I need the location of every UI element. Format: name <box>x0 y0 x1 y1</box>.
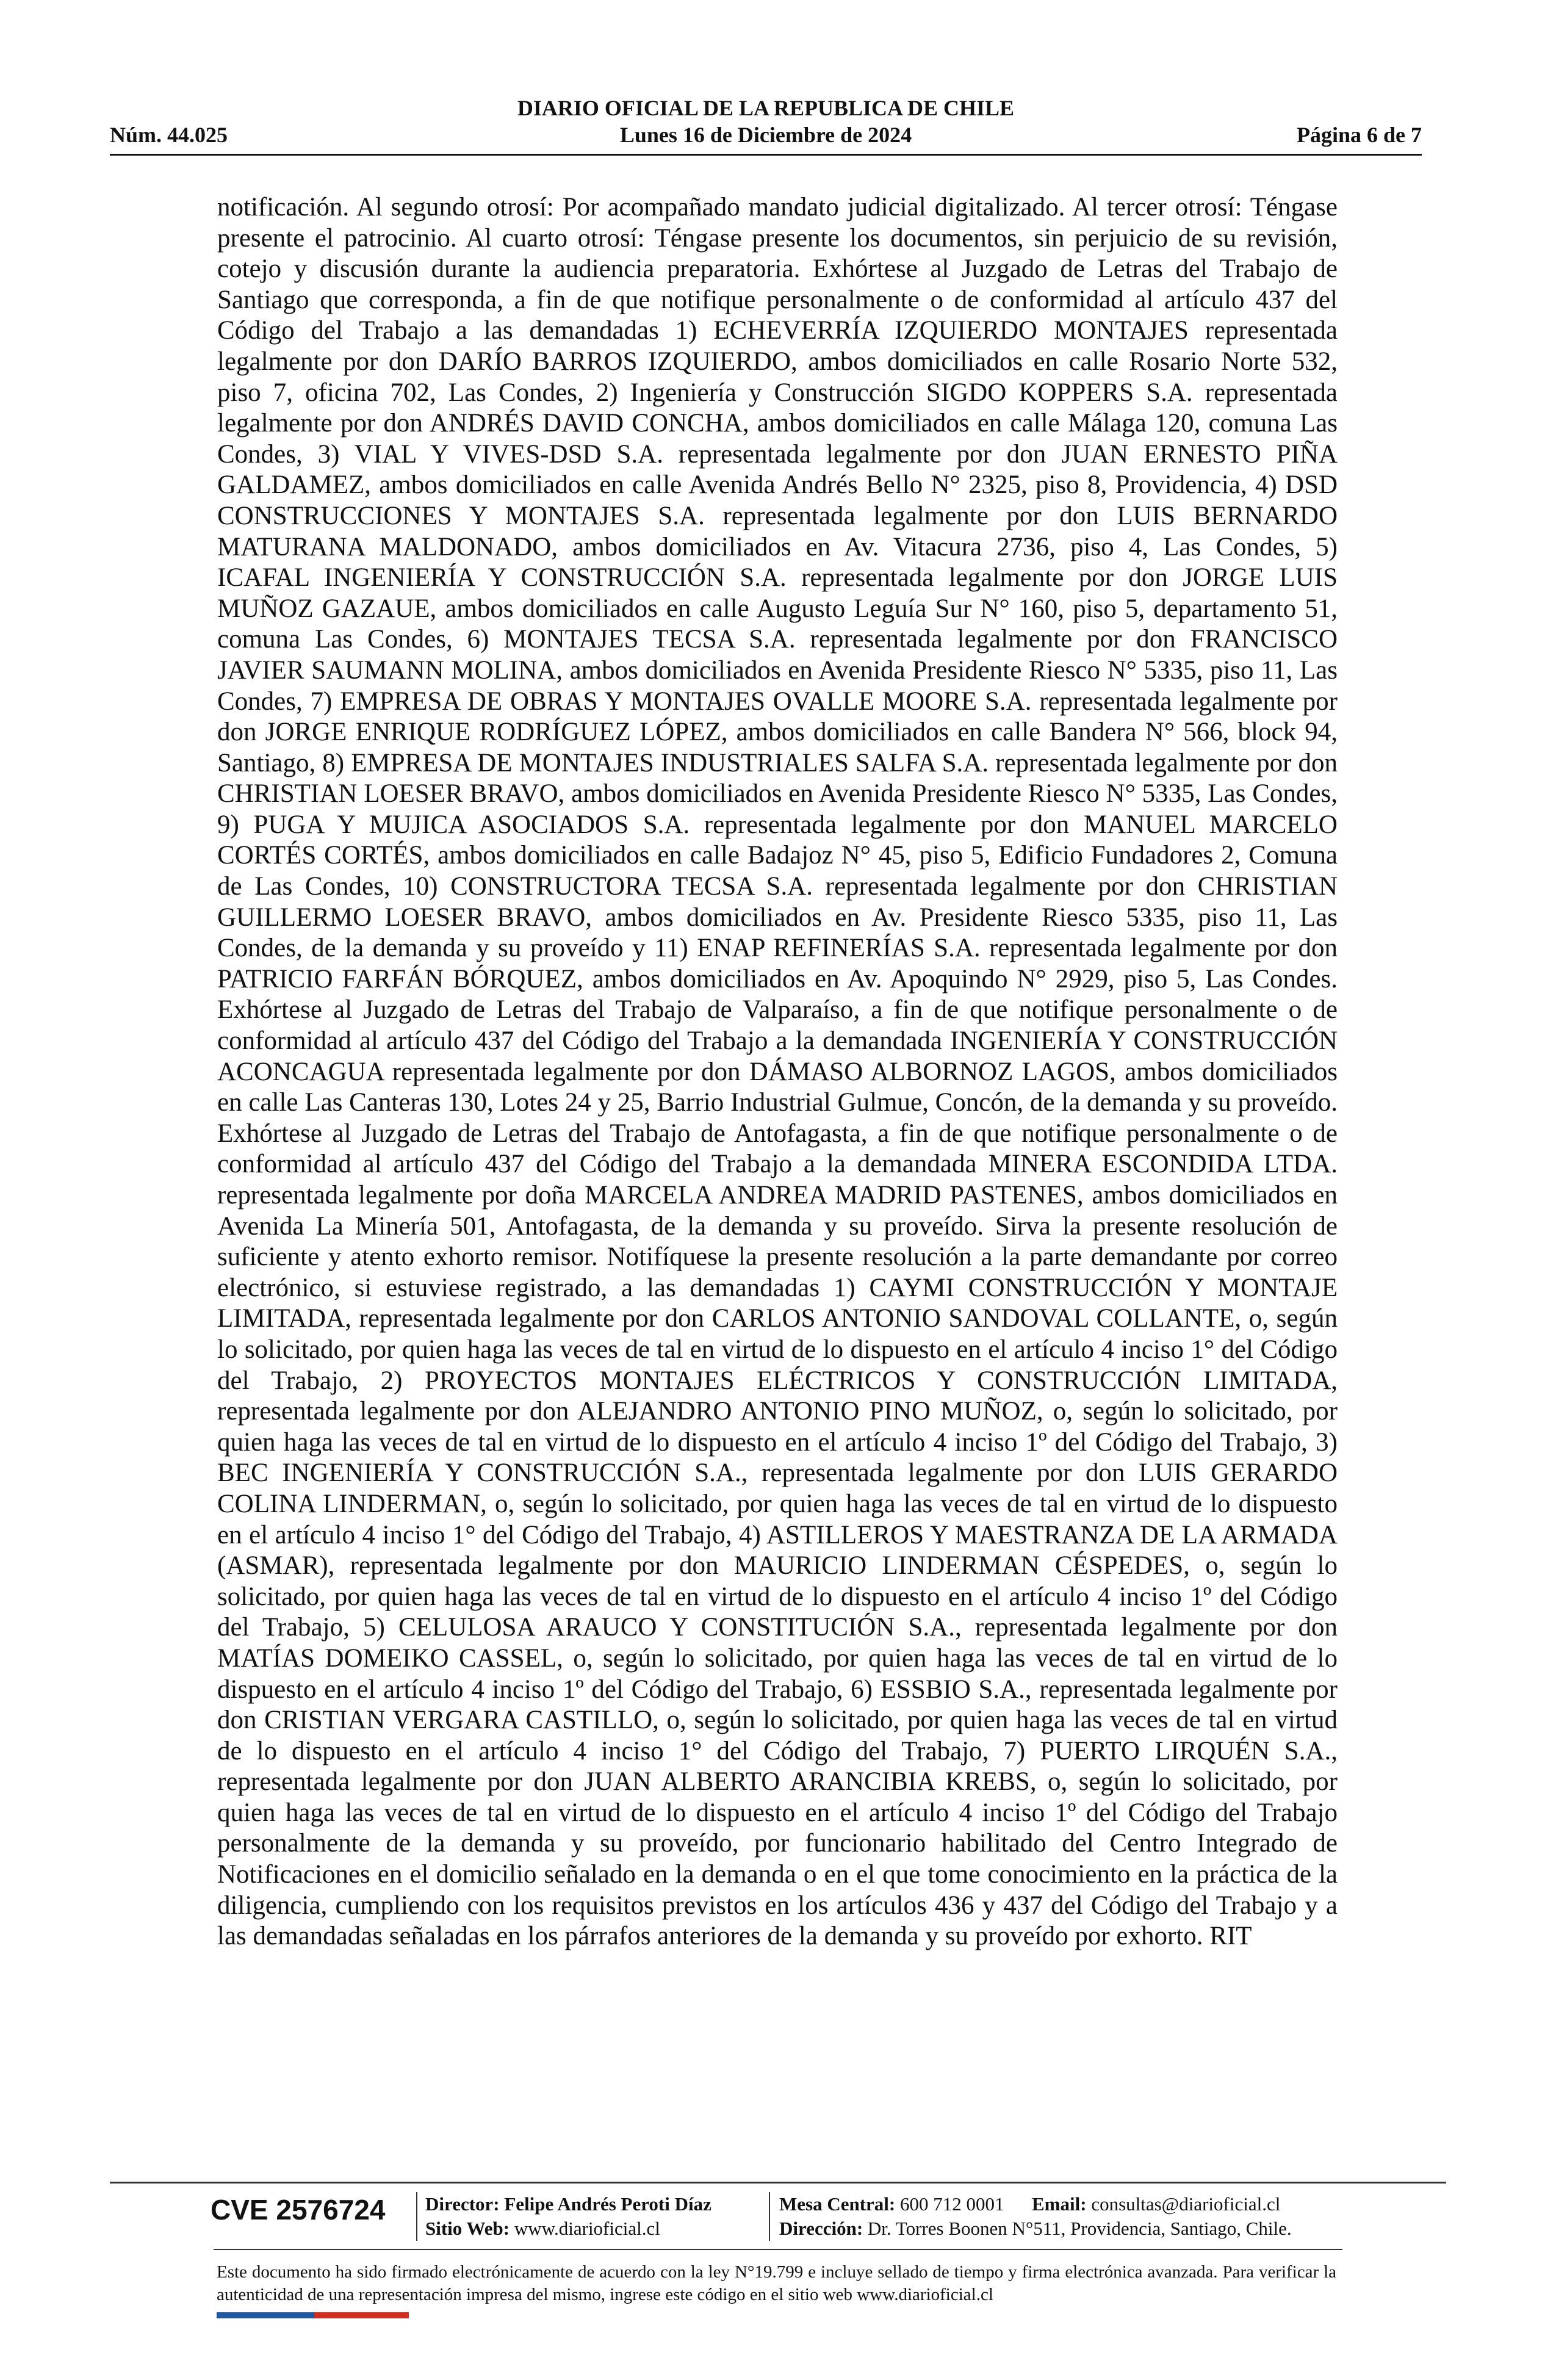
director-name: Felipe Andrés Peroti Díaz <box>504 2193 711 2215</box>
issue-number: Núm. 44.025 <box>110 123 228 147</box>
publication-title: DIARIO OFICIAL DE LA REPUBLICA DE CHILE <box>517 96 1015 120</box>
website-line <box>425 2216 711 2241</box>
footer-contact-director <box>425 2192 711 2241</box>
footer-separator <box>416 2192 417 2241</box>
phone-number: 600 712 0001 <box>900 2193 1004 2215</box>
page-header <box>110 95 1422 153</box>
cve-code: CVE 2576724 <box>211 2194 386 2226</box>
address-label: Dirección: <box>779 2218 863 2239</box>
phone-label: Mesa Central: <box>779 2193 896 2215</box>
address-value: Dr. Torres Boonen N°511, Providencia, Santiago, Chile. <box>867 2218 1292 2239</box>
website-link[interactable]: www.diarioficial.cl <box>514 2218 660 2239</box>
director-line <box>425 2192 711 2216</box>
footer-divider <box>110 2182 1446 2183</box>
email-label: Email: <box>1032 2193 1087 2215</box>
website-label: Sitio Web: <box>425 2218 510 2239</box>
footer-contact-office <box>779 2192 1292 2241</box>
flag-red-segment <box>314 2312 409 2318</box>
flag-color-bar <box>217 2312 409 2318</box>
flag-blue-segment <box>217 2312 314 2318</box>
footer-note-divider <box>214 2249 1342 2250</box>
phone-email-line <box>779 2192 1292 2216</box>
header-divider <box>110 154 1422 156</box>
signature-notice: Este documento ha sido firmado electrónicamente de acuerdo con la ley N°19.799 e incluye sellado de tiempo y firma electrónica avanzada. Para verificar la autenticidad de una representación impresa del mismo, ingrese este código en el sitio web www.diarioficial.cl <box>217 2262 1336 2304</box>
director-label: Director: <box>425 2193 500 2215</box>
page-indicator: Página 6 de 7 <box>1296 123 1422 147</box>
document-body: notificación. Al segundo otrosí: Por acompañado mandato judicial digitalizado. Al tercer otrosí: Téngase presente el patrocinio. Al cuarto otrosí: Téngase presente los documentos, sin perjuicio de su revisión, cotejo y discusión durante la audiencia preparatoria. Exhórtese al Juzgado de Letras del Trabajo de Santiago que corresponda, a fin de que notifique personalmente o de conformidad al artículo 437 del Código del Trabajo a las demandadas 1) ECHEVERRÍA IZQUIERDO MONTAJES representada legalmente por don DARÍO BARROS IZQUIERDO, ambos domiciliados en calle Rosario Norte 532, piso 7, oficina 702, Las Condes, 2) Ingeniería y Construcción SIGDO KOPPERS S.A. representada legalmente por don ANDRÉS DAVID CONCHA, ambos domiciliados en calle Málaga 120, comuna Las Condes, 3) VIAL Y VIVES-DSD S.A. representada legalmente por don JUAN ERNESTO PIÑA GALDAMEZ, ambos domiciliados en calle Avenida Andrés Bello N° 2325, piso 8, Providencia, 4) DSD CONSTRUCCIONES Y MONTAJES S.A. representada legalmente por don LUIS BERNARDO MATURANA MALDONADO, ambos domiciliados en Av. Vitacura 2736, piso 4, Las Condes, 5) ICAFAL INGENIERÍA Y CONSTRUCCIÓN S.A. representada legalmente por don JORGE LUIS MUÑOZ GAZAUE, ambos domiciliados en calle Augusto Leguía Sur N° 160, piso 5, departamento 51, comuna Las Condes, 6) MONTAJES TECSA S.A. representada legalmente por don FRANCISCO JAVIER SAUMANN MOLINA, ambos domiciliados en Avenida Presidente Riesco N° 5335, piso 11, Las Condes, 7) EMPRESA DE OBRAS Y MONTAJES OVALLE MOORE S.A. representada legalmente por don JORGE ENRIQUE RODRÍGUEZ LÓPEZ, ambos domiciliados en calle Bandera N° 566, block 94, Santiago, 8) EMPRESA DE MONTAJES INDUSTRIALES SALFA S.A. representada legalmente por don CHRISTIAN LOESER BRAVO, ambos domiciliados en Avenida Presidente Riesco N° 5335, Las Condes, 9) PUGA Y MUJICA ASOCIADOS S.A. representada legalmente por don MANUEL MARCELO CORTÉS CORTÉS, ambos domiciliados en calle Badajoz N° 45, piso 5, Edificio Fundadores 2, Comuna de Las Condes, 10) CONSTRUCTORA TECSA S.A. representada legalmente por don CHRISTIAN GUILLERMO LOESER BRAVO, ambos domiciliados en Av. Presidente Riesco 5335, piso 11, Las Condes, de la demanda y su proveído y 11) ENAP REFINERÍAS S.A. representada legalmente por don PATRICIO FARFÁN BÓRQUEZ, ambos domiciliados en Av. Apoquindo N° 2929, piso 5, Las Condes. Exhórtese al Juzgado de Letras del Trabajo de Valparaíso, a fin de que notifique personalmente o de conformidad al artículo 437 del Código del Trabajo a la demandada INGENIERÍA Y CONSTRUCCIÓN ACONCAGUA representada legalmente por don DÁMASO ALBORNOZ LAGOS, ambos domiciliados en calle Las Canteras 130, Lotes 24 y 25, Barrio Industrial Gulmue, Concón, de la demanda y su proveído. Exhórtese al Juzgado de Letras del Trabajo de Antofagasta, a fin de que notifique personalmente o de conformidad al artículo 437 del Código del Trabajo a la demandada MINERA ESCONDIDA LTDA. representada legalmente por doña MARCELA ANDREA MADRID PASTENES, ambos domiciliados en Avenida La Minería 501, Antofagasta, de la demanda y su proveído. Sirva la presente resolución de suficiente y atento exhorto remisor. Notifíquese la presente resolución a la parte demandante por correo electrónico, si estuviese registrado, a las demandadas 1) CAYMI CONSTRUCCIÓN Y MONTAJE LIMITADA, representada legalmente por don CARLOS ANTONIO SANDOVAL COLLANTE, o, según lo solicitado, por quien haga las veces de tal en virtud de lo dispuesto en el artículo 4 inciso 1° del Código del Trabajo, 2) PROYECTOS MONTAJES ELÉCTRICOS Y CONSTRUCCIÓN LIMITADA, representada legalmente por don ALEJANDRO ANTONIO PINO MUÑOZ, o, según lo solicitado, por quien haga las veces de tal en virtud de lo dispuesto en el artículo 4 inciso 1º del Código del Trabajo, 3) BEC INGENIERÍA Y CONSTRUCCIÓN S.A., representada legalmente por don LUIS GERARDO COLINA LINDERMAN, o, según lo solicitado, por quien haga las veces de tal en virtud de lo dispuesto en el artículo 4 inciso 1° del Código del Trabajo, 4) ASTILLEROS Y MAESTRANZA DE LA ARMADA (ASMAR), representada legalmente por don MAURICIO LINDERMAN CÉSPEDES, o, según lo solicitado, por quien haga las veces de tal en virtud de lo dispuesto en el artículo 4 inciso 1º del Código del Trabajo, 5) CELULOSA ARAUCO Y CONSTITUCIÓN S.A., representada legalmente por don MATÍAS DOMEIKO CASSEL, o, según lo solicitado, por quien haga las veces de tal en virtud de lo dispuesto en el artículo 4 inciso 1º del Código del Trabajo, 6) ESSBIO S.A., representada legalmente por don CRISTIAN VERGARA CASTILLO, o, según lo solicitado, por quien haga las veces de tal en virtud de lo dispuesto en el artículo 4 inciso 1° del Código del Trabajo, 7) PUERTO LIRQUÉN S.A., representada legalmente por don JUAN ALBERTO ARANCIBIA KREBS, o, según lo solicitado, por quien haga las veces de tal en virtud de lo dispuesto en el artículo 4 inciso 1º del Código del Trabajo personalmente de la demanda y su proveído, por funcionario habilitado del Centro Integrado de Notificaciones en el domicilio señalado en la demanda o en el que tome conocimiento en la práctica de la diligencia, cumpliendo con los requisitos previstos en los artículos 436 y 437 del Código del Trabajo y a las demandadas señaladas en los párrafos anteriores de la demanda y su proveído por exhorto. RIT <box>217 193 1338 1951</box>
address-line <box>779 2216 1292 2241</box>
footer-separator <box>769 2192 770 2241</box>
publication-date: Lunes 16 de Diciembre de 2024 <box>619 123 912 147</box>
email-link[interactable]: consultas@diarioficial.cl <box>1091 2193 1281 2215</box>
